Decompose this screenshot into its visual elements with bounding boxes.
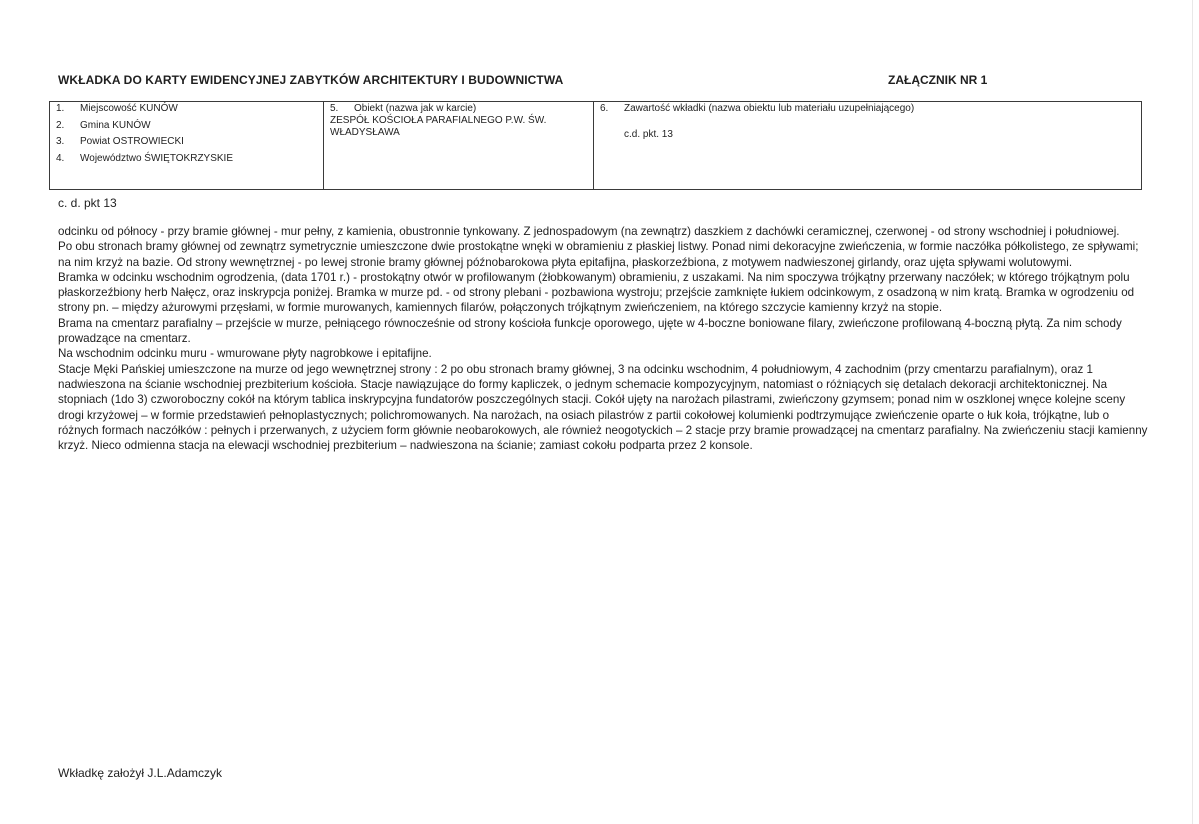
field-number: 4. (56, 152, 65, 164)
location-column (50, 102, 324, 189)
section-label: c. d. pkt 13 (58, 196, 117, 210)
field-commune-text: Gmina KUNÓW (80, 119, 151, 131)
object-column (324, 102, 594, 189)
author-note: Wkładkę założył J.L.Adamczyk (58, 766, 223, 780)
paragraph: Na wschodnim odcinku muru - wmurowane płyty nagrobkowe i epitafijne. (58, 347, 432, 361)
field-locality (56, 101, 317, 118)
contents-field-value: c.d. pkt. 13 (624, 129, 673, 140)
paragraph: Brama na cmentarz parafialny – przejście w murze, pełniącego równocześnie od strony kościoła funkcje oporowego, ujęte w 4-boczne boniowane filary, zwieńczone profilowaną 4-boczną płytą. Za nim schody prowadzące na cmentarz. (58, 316, 1122, 346)
object-field-label: Obiekt (nazwa jak w karcie) (354, 103, 477, 114)
contents-field-label: Zawartość wkładki (nazwa obiektu lub materiału uzupełniającego) (624, 103, 915, 114)
object-field-value: ZESPÓŁ KOŚCIOŁA PARAFIALNEGO P.W. ŚW. WŁADYSŁAWA (330, 115, 547, 138)
description-body (58, 224, 1148, 453)
field-commune (56, 118, 317, 135)
field-number: 5. (330, 103, 339, 114)
field-county (56, 134, 317, 151)
paragraph: Po obu stronach bramy głównej od zewnątrz symetrycznie umieszczone dwie prostokątne wnęki w obramieniu z płaskiej listwy. Ponad nimi dekoracyjne zwieńczenia, w formie naczółka półkolistego, ze spływami; na nim krzyż na bazie. Od strony wewnętrznej - po lewej stronie bramy głównej późnobarokowa płyta epitafijna, płaskorzeźbiona, z motywem nadwieszonej girlandy, oraz ujęta spływami wolutowymi. (58, 240, 1139, 269)
paragraph: Stacje Męki Pańskiej umieszczone na murze od jego wewnętrznej strony : 2 po obu stronach bramy głównej, 3 na odcinku wschodnim, 4 południowym, 4 zachodnim (przy cmentarzu parafialnym), oraz 1 nadwieszona na ścianie wschodniej prezbiterium kościoła. Stacje nawiązujące do formy kapliczek, o jednym schemacie kompozycyjnym, natomiast o różniących się detalach dekoracji architektonicznej. Na stopniach (1do 3) czworoboczny cokół na którym tablica inskrypcyjna fundatorów poszczególnych stacji. Cokół ujęty na narożach pilastrami, zwieńczony gzymsem; ponad nim w oszklonej wnęce kolejne sceny drogi krzyżowej – w formie przedstawień pełnoplastycznych; polichromowanych. Na narożach, na osiach pilastrów z partii cokołowej kolumienki podtrzymujące zwieńczenie oparte o łuk koła, trójkątne, lub o różnych formach naczółków : pełnych i przerwanych, z użyciem form głównie neobarokowych, ale również neogotyckich – 2 stacje przy bramie prowadzącej na cmentarz parafialny. Na zwieńczeniu stacji kamienny krzyż. Nieco odmienna stacja na elewacji wschodniej prezbiterium – nadwieszona na ścianie; zamiast cokołu podparta przez 2 konsole. (58, 362, 1148, 453)
contents-column (594, 102, 1141, 189)
field-number: 1. (56, 103, 65, 115)
scan-edge-divider (1192, 0, 1193, 824)
field-voivodeship (56, 151, 317, 168)
field-number: 3. (56, 136, 65, 148)
paragraph: Bramka w odcinku wschodnim ogrodzenia, (data 1701 r.) - prostokątny otwór w profilowanym (żłobkowanym) obramieniu, z uszakami. Na nim spoczywa trójkątny przerwany naczółek; w którego trójkątnym polu płaskorzeźbiony herb Nałęcz, oraz inskrypcja poniżej. Bramka w murze pd. - od strony plebani - pozbawiona wystroju; przejście zamknięte łukiem odcinkowym, z osadzoną w nim kratą. Bramka w ogrodzeniu od strony pn. – między ażurowymi przęsłami, w formie murowanych, kamiennych filarów, połączonych trójkątnym zwieńczeniem, na którego szczycie kamienny krzyż na stopie. (58, 270, 1135, 315)
field-voivodeship-text: Województwo ŚWIĘTOKRZYSKIE (80, 152, 234, 164)
field-county-text: Powiat OSTROWIECKI (80, 136, 184, 148)
document-title: WKŁADKA DO KARTY EWIDENCYJNEJ ZABYTKÓW ARCHITEKTURY I BUDOWNICTWA (58, 73, 564, 87)
contents-field-heading (600, 103, 1135, 115)
field-number: 6. (600, 103, 609, 114)
form-header-table (49, 101, 1142, 190)
paragraph: odcinku od północy - przy bramie głównej - mur pełny, z kamienia, obustronnie tynkowany. Z jednospadowym (na zewnątrz) daszkiem z dachówki ceramicznej, czerwonej - od strony wschodniej i południowej. (58, 225, 1120, 238)
object-field-heading (330, 103, 587, 115)
attachment-label: ZAŁĄCZNIK NR 1 (888, 73, 988, 87)
field-locality-text: Miejscowość KUNÓW (80, 103, 178, 115)
field-number: 2. (56, 119, 65, 131)
